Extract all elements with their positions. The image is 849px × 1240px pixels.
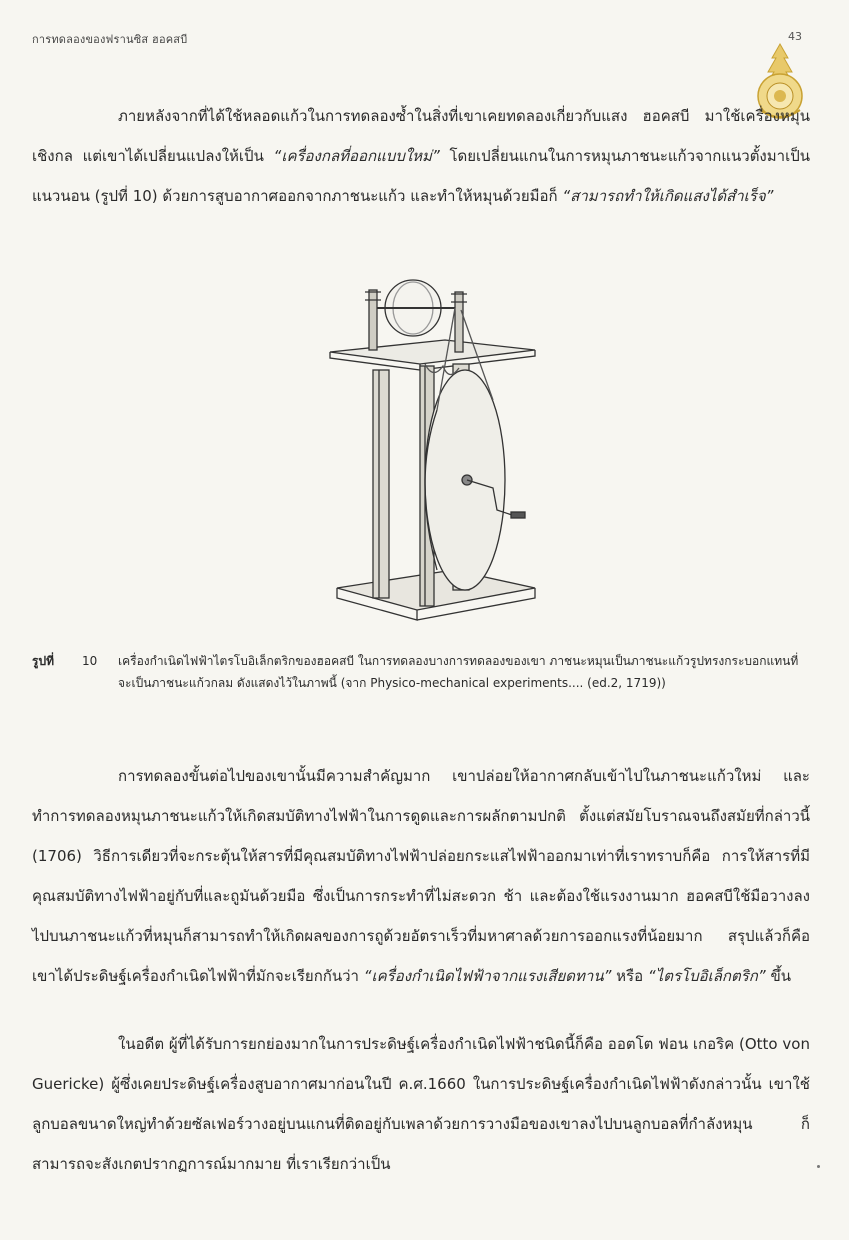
body-text-1: การทดลองขั้นต่อไปของเขานั้นมีความสำคัญมาก เขาปล่อยให้อากาศกลับเข้าไปในภาชนะแก้วใหม่ และทำการทดลองหมุนภาชนะแก้วให้เกิดสมบัติทางไฟฟ้าในการดูดและการผลักตามปกติ ตั้งแต่สมัยโบราณจนถึงสมัยที่กล่าวนี้ (1706) วิธีการเดียวที่จะกระตุ้นให้สารที่มีคุณสมบัติทางไฟฟ้าปล่อยกระแสไฟฟ้าออกมาเท่าที่เราทราบก็คือ การให้สารที่มีคุณสมบัติทางไฟฟ้าอยู่กับที่และถูมันด้วยมือ ซึ่งเป็นการกระทำที่ไม่สะดวก ช้า และต้องใช้แรงงานมาก ฮอคสบีใช้มือวางลงไปบนภาชนะแก้วที่หมุนก็สามารถทำให้เกิดผลของการถูด้วยอัตราเร็วที่มหาศาลด้วยการออกแรงที่น้อยมาก สรุปแล้วก็คือเขาได้ประดิษฐ์เครื่องกำเนิดไฟฟ้าที่มักจะเรียกกันว่า xyxy=(32,767,810,985)
scan-speck xyxy=(817,1165,820,1168)
intro-paragraph xyxy=(32,96,810,216)
figure-label: รูปที่ xyxy=(32,654,54,668)
body-quote-2: “ไตรโบอิเล็กตริก” xyxy=(647,967,766,985)
intro-text-2: โดยเปลี่ยนแกนในการหมุนภาชนะแก้วจากแนวตั้งมาเป็นแนวนอน (รูปที่ 10) ด้วยการสูบอากาศออกจากภาชนะแก้ว และทำให้หมุนด้วยมือก็ xyxy=(32,147,810,205)
figure-caption xyxy=(32,650,810,694)
body-connector: หรือ xyxy=(616,967,644,985)
page-number: 43 xyxy=(788,30,802,43)
triboelectric-generator-illustration xyxy=(325,270,540,630)
intro-text-1: ภายหลังจากที่ได้ใช้หลอดแก้วในการทดลองซ้ำในสิ่งที่เขาเคยทดลองเกี่ยวกับแสง ฮอคสบี มาใช้เครื่องหมุนเชิงกล แต่เขาได้เปลี่ยนแปลงให้เป็น xyxy=(32,107,810,165)
body-end: ขึ้น xyxy=(770,967,791,985)
last-paragraph-text: ในอดีต ผู้ที่ได้รับการยกย่องมากในการประดิษฐ์เครื่องกำเนิดไฟฟ้าชนิดนี้ก็คือ ออตโต ฟอน เกอริค (Otto von Guericke) ผู้ซึ่งเคยประดิษฐ์เครื่องสูบอากาศมาก่อนในปี ค.ศ.1660 ในการประดิษฐ์เครื่องกำเนิดไฟฟ้าดังกล่าวนั้น เขาใช้ลูกบอลขนาดใหญ่ทำด้วยซัลเฟอร์วางอยู่บนแกนที่ติดอยู่กับเพลาด้วยการวางมือของเขาลงไปบนลูกบอลที่กำลังหมุน ก็สามารถจะสังเกตปรากฏการณ์มากมาย ที่เราเรียกว่าเป็น xyxy=(32,1035,810,1173)
last-paragraph xyxy=(32,1024,810,1184)
figure-number: 10 xyxy=(82,654,98,668)
figure-caption-text: เครื่องกำเนิดไฟฟ้าไตรโบอิเล็กตริกของฮอคสบี ในการทดลองบางการทดลองของเขา ภาชนะหมุนเป็นภาชนะแก้วรูปทรงกระบอกแทนที่จะเป็นภาชนะแก้วกลม ดังแสดงไว้ในภาพนี้ (จาก Physico-mechanical experiments.... (ed.2, 1719)) xyxy=(118,654,799,690)
body-paragraph xyxy=(32,756,810,996)
intro-quote-1: “เครื่องกลที่ออกแบบใหม่” xyxy=(273,147,440,165)
intro-quote-2: “สามารถทำให้เกิดแสงได้สำเร็จ” xyxy=(562,187,774,205)
running-header: การทดลองของฟรานซิส ฮอคสบี xyxy=(32,33,188,46)
body-quote-1: “เครื่องกำเนิดไฟฟ้าจากแรงเสียดทาน” xyxy=(363,967,612,985)
